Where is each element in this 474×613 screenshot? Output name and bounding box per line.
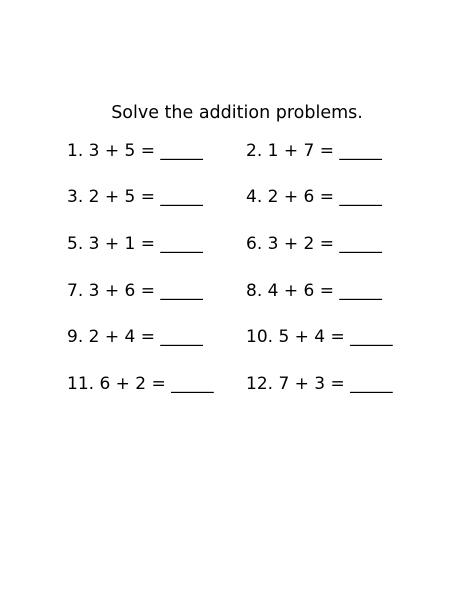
problem-11: 11. 6 + 2 = _____: [67, 374, 214, 394]
problem-4: 4. 2 + 6 = _____: [246, 187, 382, 207]
problem-5: 5. 3 + 1 = _____: [67, 234, 203, 254]
problem-10: 10. 5 + 4 = _____: [246, 327, 393, 347]
problem-12: 12. 7 + 3 = _____: [246, 374, 393, 394]
problem-9: 9. 2 + 4 = _____: [67, 327, 203, 347]
problem-6: 6. 3 + 2 = _____: [246, 234, 382, 254]
problem-2: 2. 1 + 7 = _____: [246, 141, 382, 161]
problem-3: 3. 2 + 5 = _____: [67, 187, 203, 207]
problem-7: 7. 3 + 6 = _____: [67, 281, 203, 301]
worksheet-title: Solve the addition problems.: [111, 103, 363, 123]
problem-1: 1. 3 + 5 = _____: [67, 141, 203, 161]
problem-8: 8. 4 + 6 = _____: [246, 281, 382, 301]
